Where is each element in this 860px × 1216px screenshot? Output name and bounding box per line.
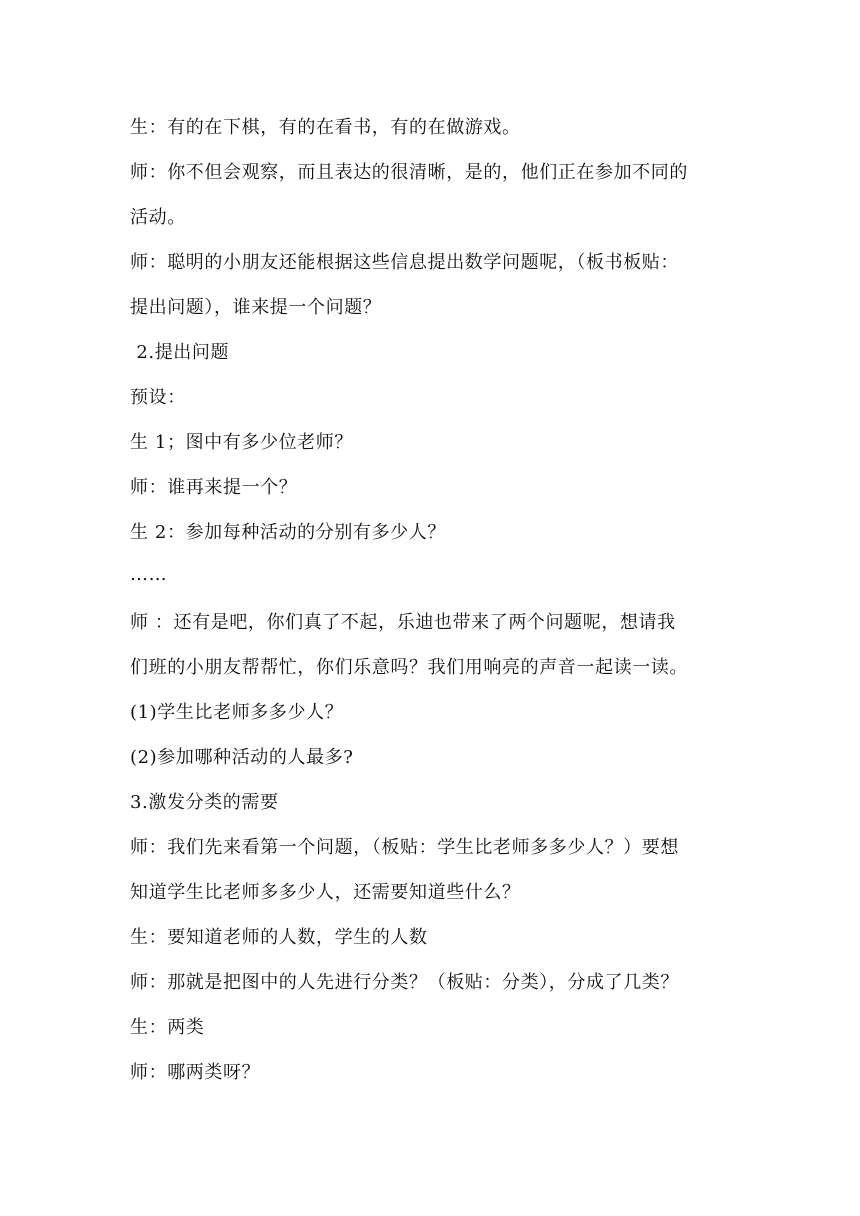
text-line: 师 ：还有是吧，你们真了不起，乐迪也带来了两个问题呢，想请我 — [130, 612, 676, 633]
text-line: 知道学生比老师多多少人，还需要知道些什么？ — [130, 882, 521, 903]
text-line: 师：那就是把图中的人先进行分类？（板贴：分类），分成了几类？ — [130, 972, 679, 993]
text-line: 师：聪明的小朋友还能根据这些信息提出数学问题呢，（板书板贴： — [130, 252, 679, 273]
text-line: 生 2：参加每种活动的分别有多少人？ — [130, 522, 446, 543]
section-heading: 3.激发分类的需要 — [130, 792, 279, 813]
text-line: 师：你不但会观察，而且表达的很清晰，是的，他们正在参加不同的 — [130, 162, 688, 183]
text-line: 生：要知道老师的人数，学生的人数 — [130, 927, 428, 948]
ellipsis-line: …… — [130, 564, 168, 585]
text-line: 提出问题），谁来提一个问题？ — [130, 297, 382, 318]
question-item: (1)学生比老师多多少人？ — [130, 702, 344, 723]
question-item: (2)参加哪种活动的人最多? — [130, 747, 354, 768]
text-line: 们班的小朋友帮帮忙，你们乐意吗？我们用响亮的声音一起读一读。 — [130, 657, 688, 678]
text-line: 师：我们先来看第一个问题，（板贴：学生比老师多多少人？）要想 — [130, 837, 679, 858]
text-line: 师：谁再来提一个？ — [130, 477, 298, 498]
text-line: 生：有的在下棋，有的在看书，有的在做游戏。 — [130, 117, 521, 138]
text-line: 师：哪两类呀？ — [130, 1062, 261, 1083]
text-line: 活动。 — [130, 207, 186, 228]
text-line: 生：两类 — [130, 1017, 205, 1038]
text-line: 生 1；图中有多少位老师？ — [130, 432, 353, 453]
text-line: 预设： — [130, 387, 186, 408]
section-heading: 2.提出问题 — [130, 342, 230, 363]
